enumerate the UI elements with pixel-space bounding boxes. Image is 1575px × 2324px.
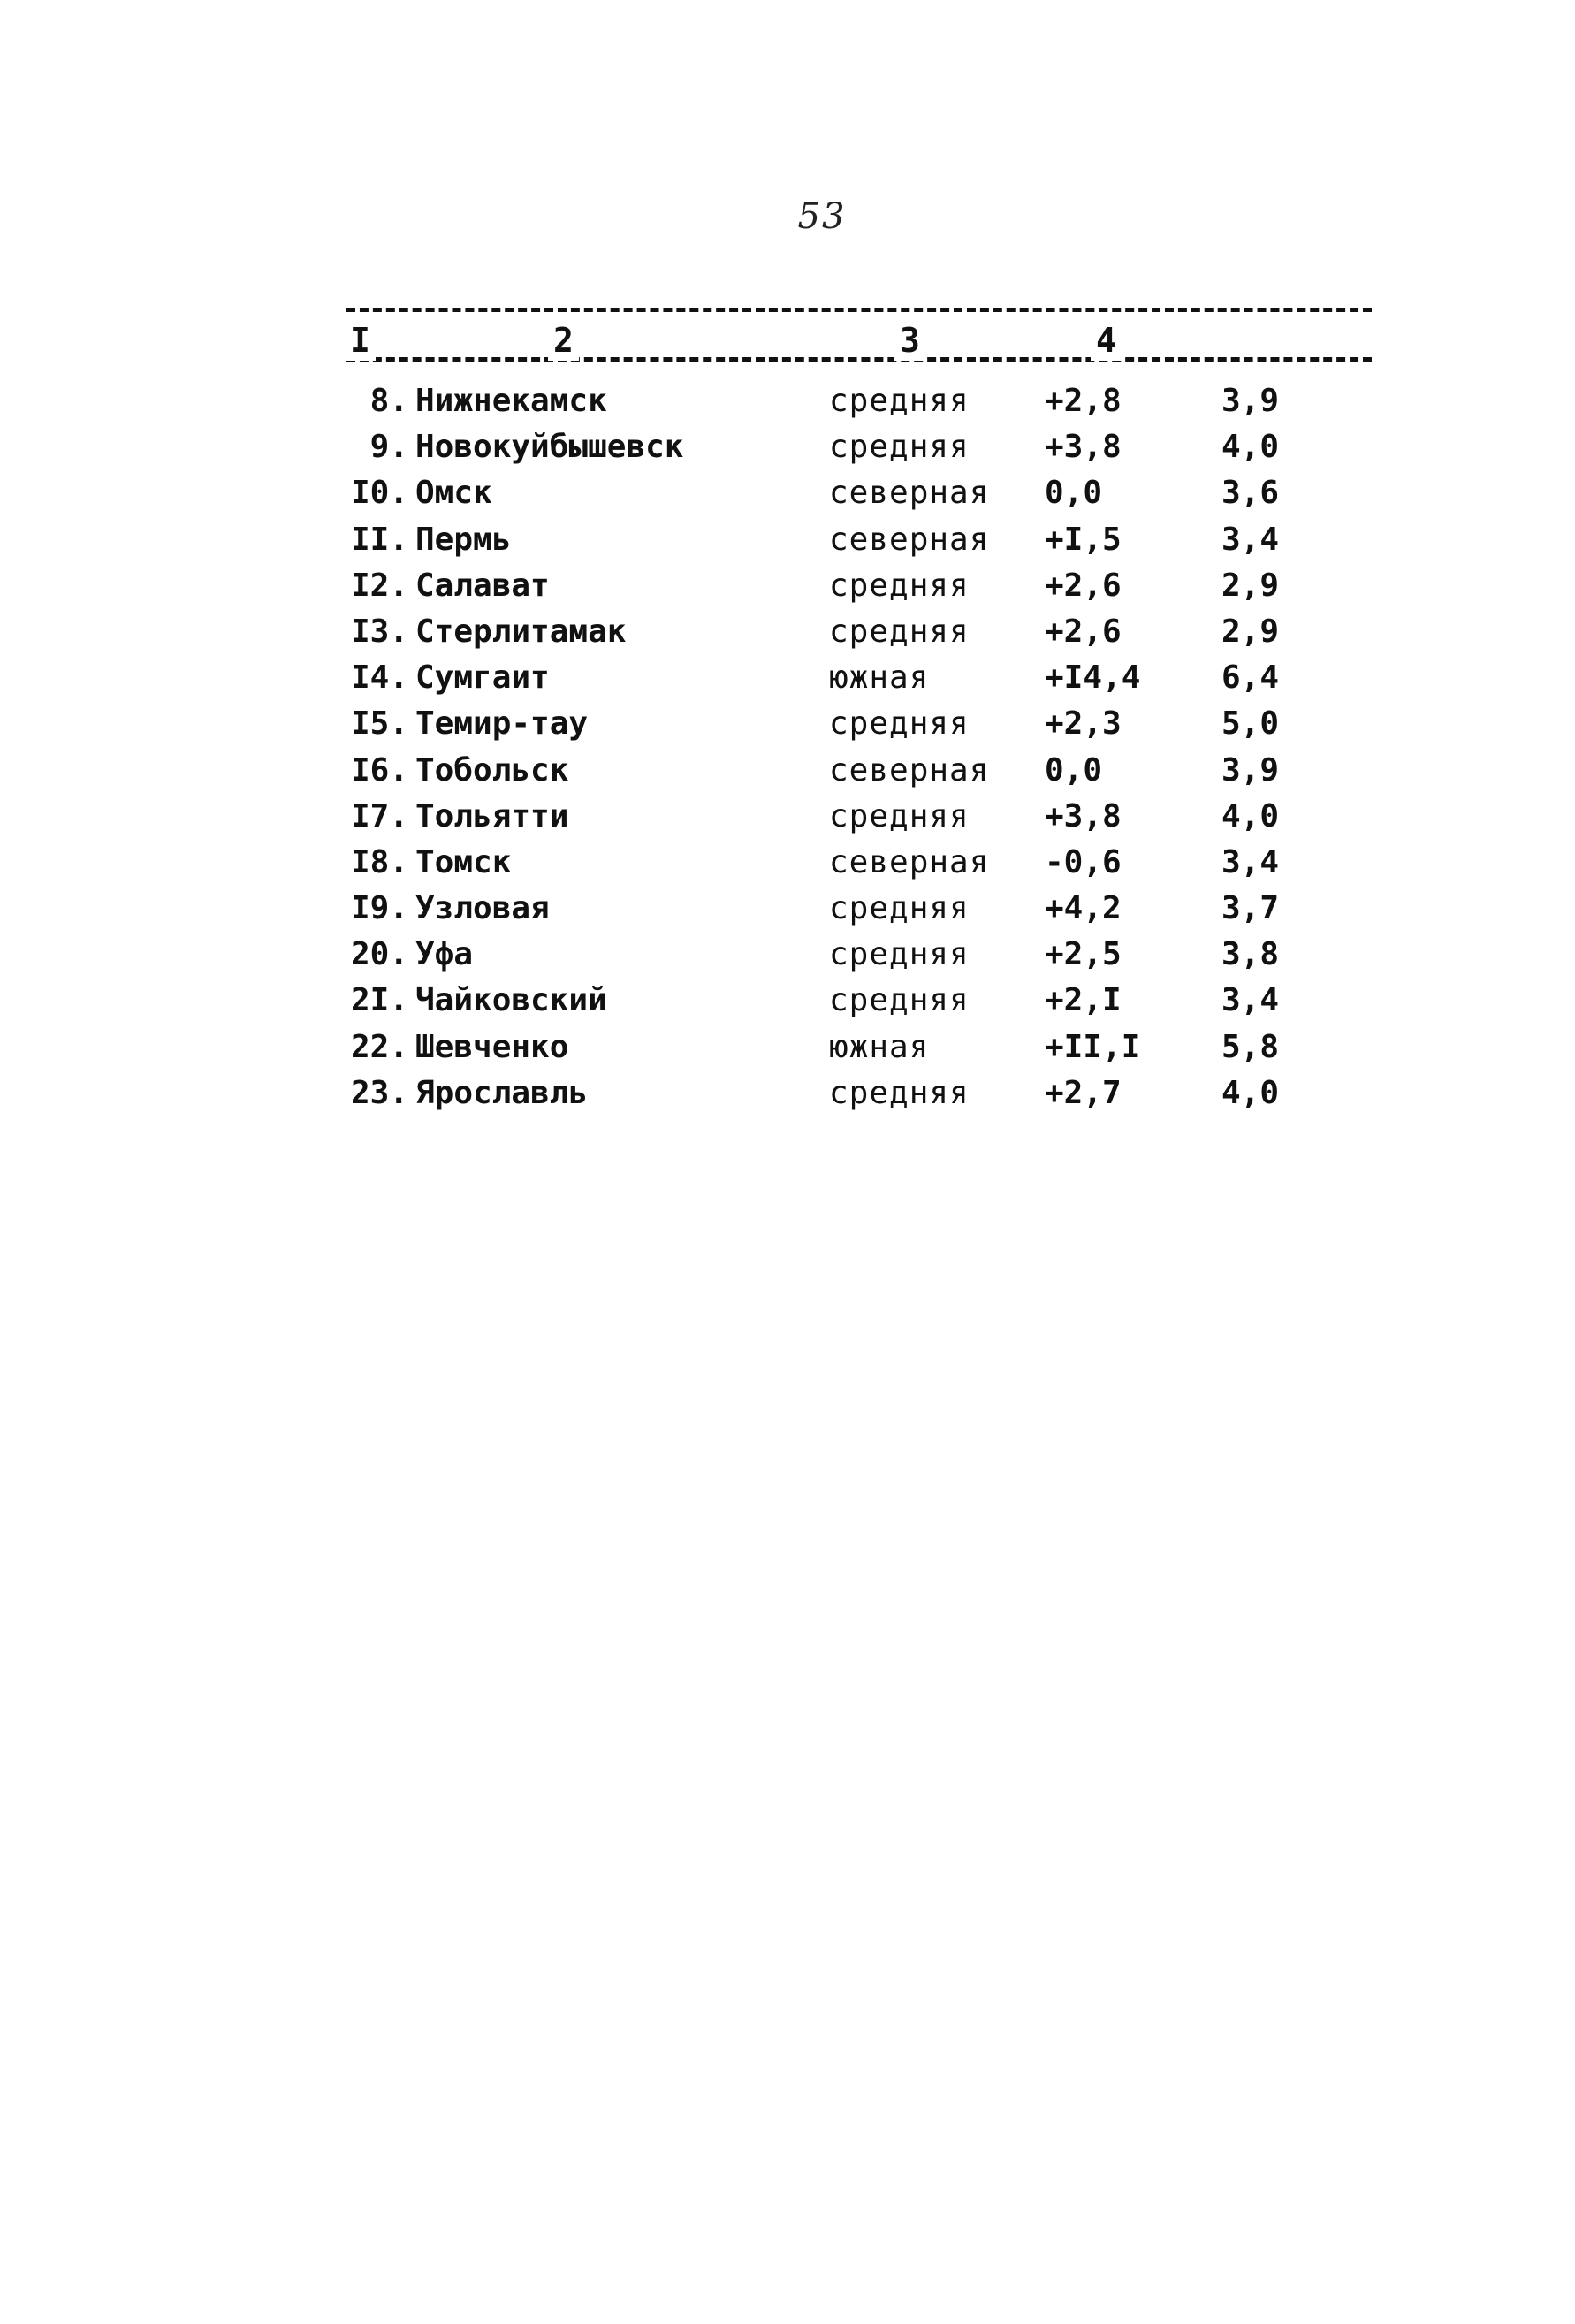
value-col-4: +2,6 xyxy=(1045,613,1122,650)
value-col-4: +2,I xyxy=(1045,982,1122,1019)
city-name: Салават xyxy=(415,567,550,604)
value-col-4: +2,3 xyxy=(1045,705,1122,743)
column-header-4: 4 xyxy=(1091,320,1122,361)
value-col-4: +2,6 xyxy=(1045,567,1122,604)
table-row xyxy=(346,424,1372,470)
value-col-5: 3,4 xyxy=(1221,521,1280,558)
value-col-5: 4,0 xyxy=(1221,1074,1280,1111)
row-number: 8. xyxy=(369,383,408,419)
row-number: I4. xyxy=(350,659,408,697)
value-col-5: 3,9 xyxy=(1221,751,1280,789)
column-header-1: I xyxy=(345,320,376,361)
value-col-5: 3,4 xyxy=(1221,843,1280,880)
row-number: I7. xyxy=(350,797,408,834)
table-row xyxy=(346,748,1372,794)
city-name: Томск xyxy=(415,843,512,880)
climate-zone: южная xyxy=(829,1028,930,1065)
climate-zone: средняя xyxy=(829,705,970,743)
row-number: II. xyxy=(350,521,408,558)
city-name: Стерлитамак xyxy=(415,613,627,650)
row-number: 9. xyxy=(369,429,408,466)
value-col-4: +3,8 xyxy=(1045,429,1122,466)
value-col-5: 2,9 xyxy=(1221,567,1280,604)
table-top-rule xyxy=(346,308,1372,312)
city-name: Омск xyxy=(415,475,492,512)
table-row xyxy=(346,886,1372,932)
row-number: 23. xyxy=(350,1074,408,1111)
column-header-2: 2 xyxy=(548,320,579,361)
table-row xyxy=(346,517,1372,563)
row-number: I2. xyxy=(350,567,408,604)
table-row xyxy=(346,655,1372,701)
table-row xyxy=(346,609,1372,655)
value-col-4: +4,2 xyxy=(1045,890,1122,927)
value-col-5: 4,0 xyxy=(1221,429,1280,466)
city-name: Новокуйбышевск xyxy=(415,429,684,466)
climate-zone: южная xyxy=(829,659,930,697)
city-name: Тобольск xyxy=(415,751,569,789)
value-col-4: +3,8 xyxy=(1045,797,1122,834)
table-row xyxy=(346,978,1372,1024)
row-number: I0. xyxy=(350,475,408,512)
climate-zone: северная xyxy=(829,521,990,558)
climate-zone: средняя xyxy=(829,982,970,1019)
climate-zone: средняя xyxy=(829,797,970,834)
row-number: I9. xyxy=(350,890,408,927)
city-name: Сумгаит xyxy=(415,659,550,697)
table-row xyxy=(346,840,1372,886)
table-row xyxy=(346,932,1372,978)
table-row xyxy=(346,701,1372,747)
value-col-5: 4,0 xyxy=(1221,797,1280,834)
table-row xyxy=(346,378,1372,424)
value-col-4: 0,0 xyxy=(1045,751,1103,789)
city-name: Уфа xyxy=(415,936,474,973)
value-col-4: +2,7 xyxy=(1045,1074,1122,1111)
row-number: 2I. xyxy=(350,982,408,1019)
table-row xyxy=(346,563,1372,609)
table-row xyxy=(346,1071,1372,1116)
climate-zone: средняя xyxy=(829,383,970,419)
climate-zone: средняя xyxy=(829,613,970,650)
row-number: I6. xyxy=(350,751,408,789)
city-name: Ярославль xyxy=(415,1074,589,1111)
value-col-4: +I4,4 xyxy=(1045,659,1141,697)
city-name: Узловая xyxy=(415,890,550,927)
value-col-4: +II,I xyxy=(1045,1028,1141,1065)
value-col-4: +I,5 xyxy=(1045,521,1122,558)
row-number: 22. xyxy=(350,1028,408,1065)
city-name: Шевченко xyxy=(415,1028,569,1065)
value-col-4: 0,0 xyxy=(1045,475,1103,512)
value-col-4: +2,5 xyxy=(1045,936,1122,973)
city-name: Нижнекамск xyxy=(415,383,607,419)
climate-zone: северная xyxy=(829,751,990,789)
row-number: I5. xyxy=(350,705,408,743)
value-col-5: 3,8 xyxy=(1221,936,1280,973)
column-header-3: 3 xyxy=(894,320,925,361)
city-name: Тольятти xyxy=(415,797,569,834)
city-name: Чайковский xyxy=(415,982,607,1019)
table-row xyxy=(346,794,1372,840)
value-col-5: 6,4 xyxy=(1221,659,1280,697)
city-name: Пермь xyxy=(415,521,512,558)
value-col-4: +2,8 xyxy=(1045,383,1122,419)
value-col-5: 3,9 xyxy=(1221,383,1280,419)
climate-zone: средняя xyxy=(829,890,970,927)
value-col-5: 5,8 xyxy=(1221,1028,1280,1065)
row-number: I3. xyxy=(350,613,408,650)
value-col-5: 3,4 xyxy=(1221,982,1280,1019)
row-number: 20. xyxy=(350,936,408,973)
value-col-5: 3,7 xyxy=(1221,890,1280,927)
value-col-5: 5,0 xyxy=(1221,705,1280,743)
table-row xyxy=(346,1025,1372,1071)
climate-zone: средняя xyxy=(829,936,970,973)
page-number: 53 xyxy=(797,196,847,237)
climate-zone: северная xyxy=(829,843,990,880)
climate-zone: средняя xyxy=(829,1074,970,1111)
value-col-4: -0,6 xyxy=(1045,843,1122,880)
table-row xyxy=(346,470,1372,516)
table-header-rule xyxy=(346,357,1372,362)
value-col-5: 2,9 xyxy=(1221,613,1280,650)
climate-zone: средняя xyxy=(829,429,970,466)
climate-zone: северная xyxy=(829,475,990,512)
city-name: Темир-тау xyxy=(415,705,589,743)
row-number: I8. xyxy=(350,843,408,880)
climate-zone: средняя xyxy=(829,567,970,604)
table-body xyxy=(346,378,1372,1116)
value-col-5: 3,6 xyxy=(1221,475,1280,512)
